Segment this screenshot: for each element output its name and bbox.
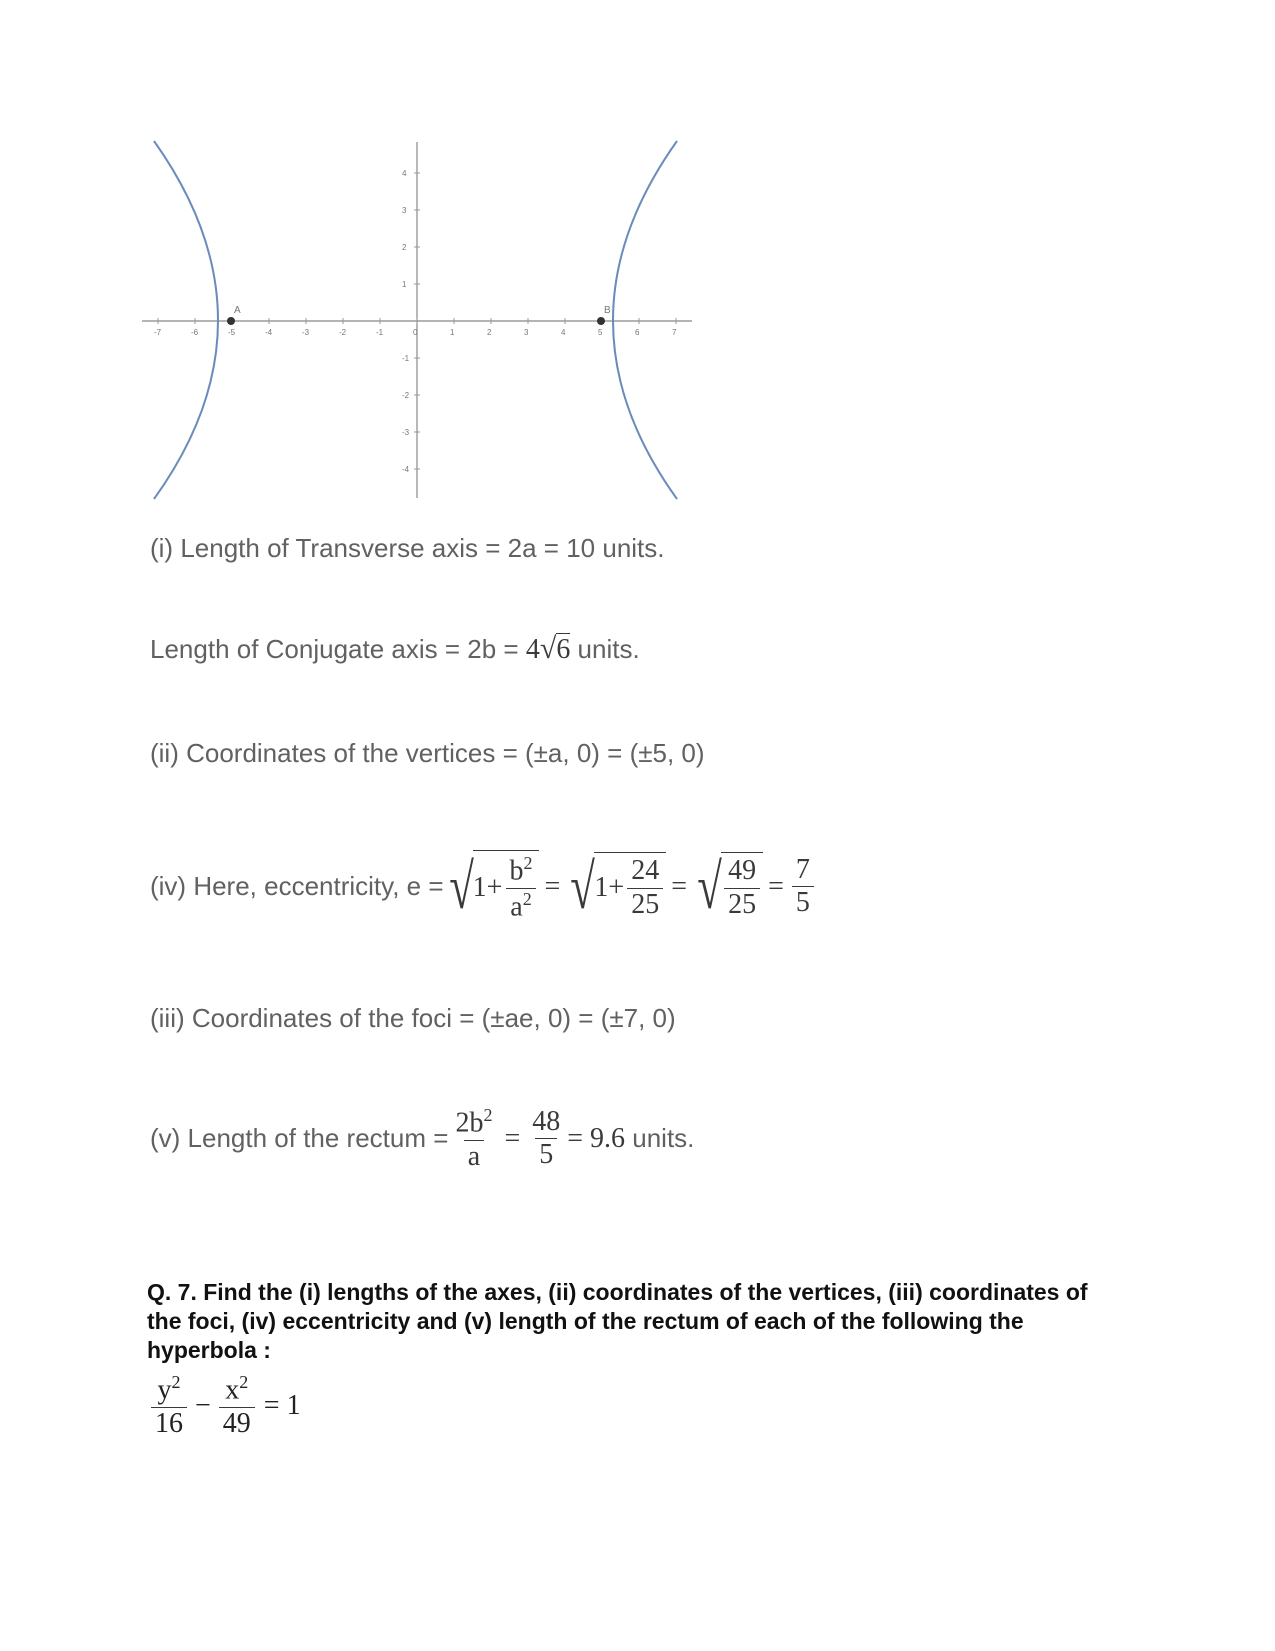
x-tick-label: 0 [413,328,418,337]
question-7-text: Q. 7. Find the (i) lengths of the axes, (ii) coordinates of the vertices, (iii) coordinates of the foci, (iv) eccentricity and (v) length of the rectum of each of the following the hyperbola : [147,1279,1088,1363]
x-tick-label: -2 [339,328,347,337]
eccentricity-formula: √ 1+ $\frac{b^2}{a^2}$ = √ 1+ $\frac{24}{25}$ = √ $\frac{49}{25}$ = $\frac{7}{5}$ [444,850,817,923]
x-tick-label: -1 [376,328,384,337]
y-tick-label: 4 [402,169,407,178]
y-tick-label: -2 [402,391,410,400]
equals: = [504,1122,521,1154]
x-tick-label: 6 [635,328,640,337]
x-tick-label: -6 [191,328,199,337]
48-over-5: $\frac{48}{5}$ [532,1106,561,1171]
x2-over-49: $\frac{x^2}{49}$ [219,1372,255,1440]
minus-sign: − [195,1389,211,1421]
vertex-a-label: A [234,305,241,316]
x-tick-label: 4 [561,328,566,337]
conjugate-value: 4√6 [525,632,571,665]
conjugate-suffix: units. [570,634,640,664]
equals: = [544,870,561,902]
eccentricity-line [150,850,817,923]
vertex-a-point [227,317,235,325]
x-tick-label: -7 [154,328,162,337]
x-tick-label: 1 [450,328,455,337]
foci-line: (iii) Coordinates of the foci = (±ae, 0) = (±7, 0) [150,1003,676,1033]
y-tick-label: -4 [402,465,410,474]
x-tick-label: 2 [487,328,492,337]
left-branch [154,141,218,499]
49-over-25: $\frac{49}{25}$ [724,855,760,920]
24-over-25: $\frac{24}{25}$ [627,855,663,920]
transverse-axis-line: (i) Length of Transverse axis = 2a = 10 units. [150,533,665,563]
one-plus: 1+ [594,872,625,904]
y-tick-label: 1 [402,280,407,289]
y-tick-label: 2 [402,243,407,252]
x-tick-label: -4 [265,328,273,337]
equals: = [671,870,687,902]
y-tick-label: -3 [402,428,410,437]
equals: = [768,870,784,902]
y2-over-16: $\frac{y^2}{16}$ [151,1372,187,1440]
x-tick-label: -5 [228,328,236,337]
x-tick-label: 3 [524,328,529,337]
rectum-units: units. [625,1123,695,1154]
rhs: = 1 [263,1389,301,1421]
conjugate-radicand: 6 [556,634,571,665]
right-branch [613,141,677,499]
one-plus: 1+ [472,872,503,904]
vertex-b-point [597,317,605,325]
eccentricity-label: (iv) Here, eccentricity, e = [150,871,444,902]
2b2-over-a: $\frac{2b^2}{a}$ [455,1105,493,1172]
vertices-line: (ii) Coordinates of the vertices = (±a, 0) = (±5, 0) [150,738,705,768]
rectum-result: = 9.6 [567,1122,626,1154]
x-tick-label: 5 [598,328,603,337]
conjugate-prefix: Length of Conjugate axis = 2b = [150,634,526,664]
b2-over-a2: $\frac{b^2}{a^2}$ [505,853,536,923]
x-tick-label: 7 [672,328,677,337]
rectum-formula [448,1105,625,1173]
rectum-label: (v) Length of the rectum = [150,1123,449,1154]
conjugate-coef: 4 [525,634,540,665]
vertex-b-label: B [604,305,611,316]
7-over-5: $\frac{7}{5}$ [792,854,814,919]
y-tick-label: 3 [402,206,407,215]
hyperbola-graph [140,136,730,526]
question-7-equation [148,1372,301,1440]
rectum-line [150,1105,694,1173]
x-tick-label: -3 [302,328,310,337]
conjugate-axis-line [150,632,640,666]
y-tick-label: -1 [402,354,410,363]
